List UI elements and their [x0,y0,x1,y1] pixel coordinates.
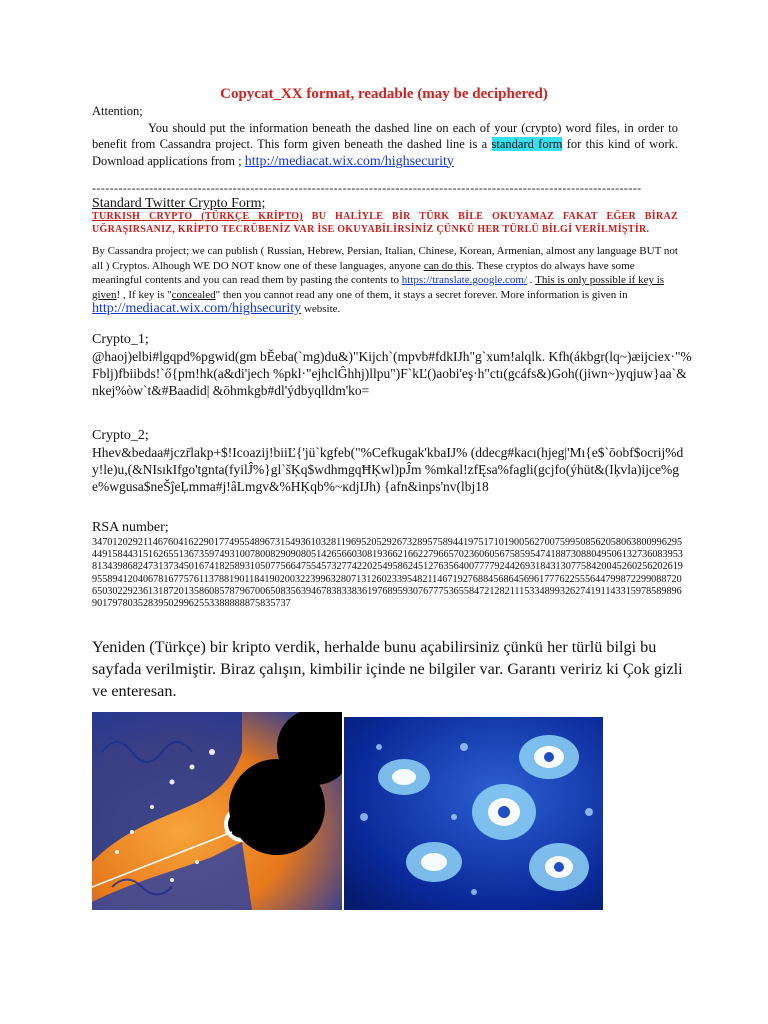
turkish-crypto-label: TURKISH CRYPTO (TÜRKÇE KRİPTO) [92,211,303,222]
google-translate-link[interactable]: https://translate.google.com/ [401,274,528,286]
crypto-2-label: Crypto_2; [92,428,149,443]
attention-label: Attention; [92,104,143,118]
rsa-label: RSA number; [92,520,169,535]
crypto-1-label: Crypto_1; [92,332,149,347]
mandelbrot-fractal-blue [344,717,603,910]
can-do-this-text: can do this [423,259,472,272]
rsa-number: 3470120292114676041622901774955489673154936103281196952052926732895758944197517101900562700759950856205806380099629544915844315162655136735974931007800829090805142656603081936621662279665702360605675859547418873088049506132736083953813439868247313734501674182589310507756647554573277422025495862451276356400777792442693184313077584200452602562026199558941204067816775761137881901184190200322399632807131260233954821146719276884568645696177762255564479987229908872065030229236131872013586085787967006508356394678383383619768959307677753655847212821115334899326274191143315978589896901797803528395029962553388888875835737 [92,537,683,610]
crypto-1-text: @haoj)elbi#lgqpd%pgwid(gm bĚeba(`mg)du&)"Kijch`(mpvb#fdkIJh"g`xum!alqlk. Kfh(ákbgr(lq~)æijciex·"%Fblj)fbiibds!`ő{pm!hk(a&di'jech %pkl·"ejhclĜhhj)llpu")F`kĽ()aobi'eş·h"ctı(gcáfs&)Goh((jiwn~)yqjuw}aa`&nkej%òw`t&#Baadid| &ōhmkgb#dl'ýdbyqlldm'ko= [92,349,692,398]
cassandra-text-2: . These cryptos do always have some meaningful contents and you can read them by pasting the contents to [92,259,635,286]
standard-form-title: Standard Twitter Crypto Form; [92,196,266,211]
cassandra-paragraph [92,244,682,317]
attention-text-2: for this kind of work. Download applications from ; [92,137,678,168]
cassandra-text-1: By Cassandra project; we can publish ( Russian, Hebrew, Persian, Italian, Chinese, Korean, Armenian, almost any language BUT not all ) Cryptos. Alhough WE DO NOT know one of these languages, anyone [92,245,678,272]
document-title: Copycat_XX format, readable (may be deciphered) [220,86,548,102]
attention-body [92,120,678,171]
info-website-link[interactable]: http://mediacat.wix.com/highsecurity [92,301,302,316]
concealed-text: concealed [171,288,216,301]
attention-paragraph [92,103,678,170]
attention-text-1: You should put the information beneath the dashed line on each of your (crypto) word files, in order to benefit from Cassandra project. This form given beneath the dashed line is a [92,120,678,151]
turkish-notice [92,211,678,236]
turkish-paragraph: Yeniden (Türkçe) bir kripto verdik, herhalde bunu açabilirsiniz çünkü her türlü bilgi bu sayfada verilmiştir. Biraz çalışın, kimbilir içinde ne bilgiler var. Garantı veririz ki Çok gizli ve enteresan. [92,638,683,700]
mandelbrot-fractal-orange [92,712,342,910]
cassandra-text-4: ! , If key is " [116,288,172,301]
dashed-separator: ----------------------------------------------------------------------------------------------------------------------------- [92,181,642,195]
turkish-notice-text: BU HALİYLE BİR TÜRK BİLE OKUYAMAZ FAKAT EĞER BİRAZ UĞRAŞIRSANIZ, KRİPTO TECRÜBENİZ VAR İSE OKUYABİLİRSİNİZ ÇÜNKÜ HER TÜRLÜ BİLGİ VERİLMİŞTİR. [92,211,678,235]
cassandra-text-3: . [527,274,536,286]
cassandra-text-5: " then you cannot read any one of them, it stays a secret forever. More information is given in [215,288,628,301]
standard-form-highlight: standard form [491,137,563,151]
only-possible-text: This is only possible if key is given [92,274,665,301]
crypto-2-text: Hhev&bedaa#jczr̄lakp+$!Icoazij!biiĽ{'jü`kgfeb("%Cefkugak'kbaIJ% (ddecg#kacı(hjeg|'Mı{e$`ōobf$ocrij%dy!le)u,(&NIsıkIfgo'tgnta(fyilĴ%}gl`šĶq$wdhmgqĦĶwl)pĴm %mkal!zfĘsa%fagli(gcjfo(ýhüt&(Iķvla)ijce%ge%wgusa$neŠĵeĻmma#j!âLmgv&%HĶqb%~ĸdjIJh) {afn&inps'nv(lbj18 [92,445,684,494]
mediacat-link[interactable]: http://mediacat.wix.com/highsecurity [244,153,454,169]
cassandra-text-6: website. [301,303,341,315]
